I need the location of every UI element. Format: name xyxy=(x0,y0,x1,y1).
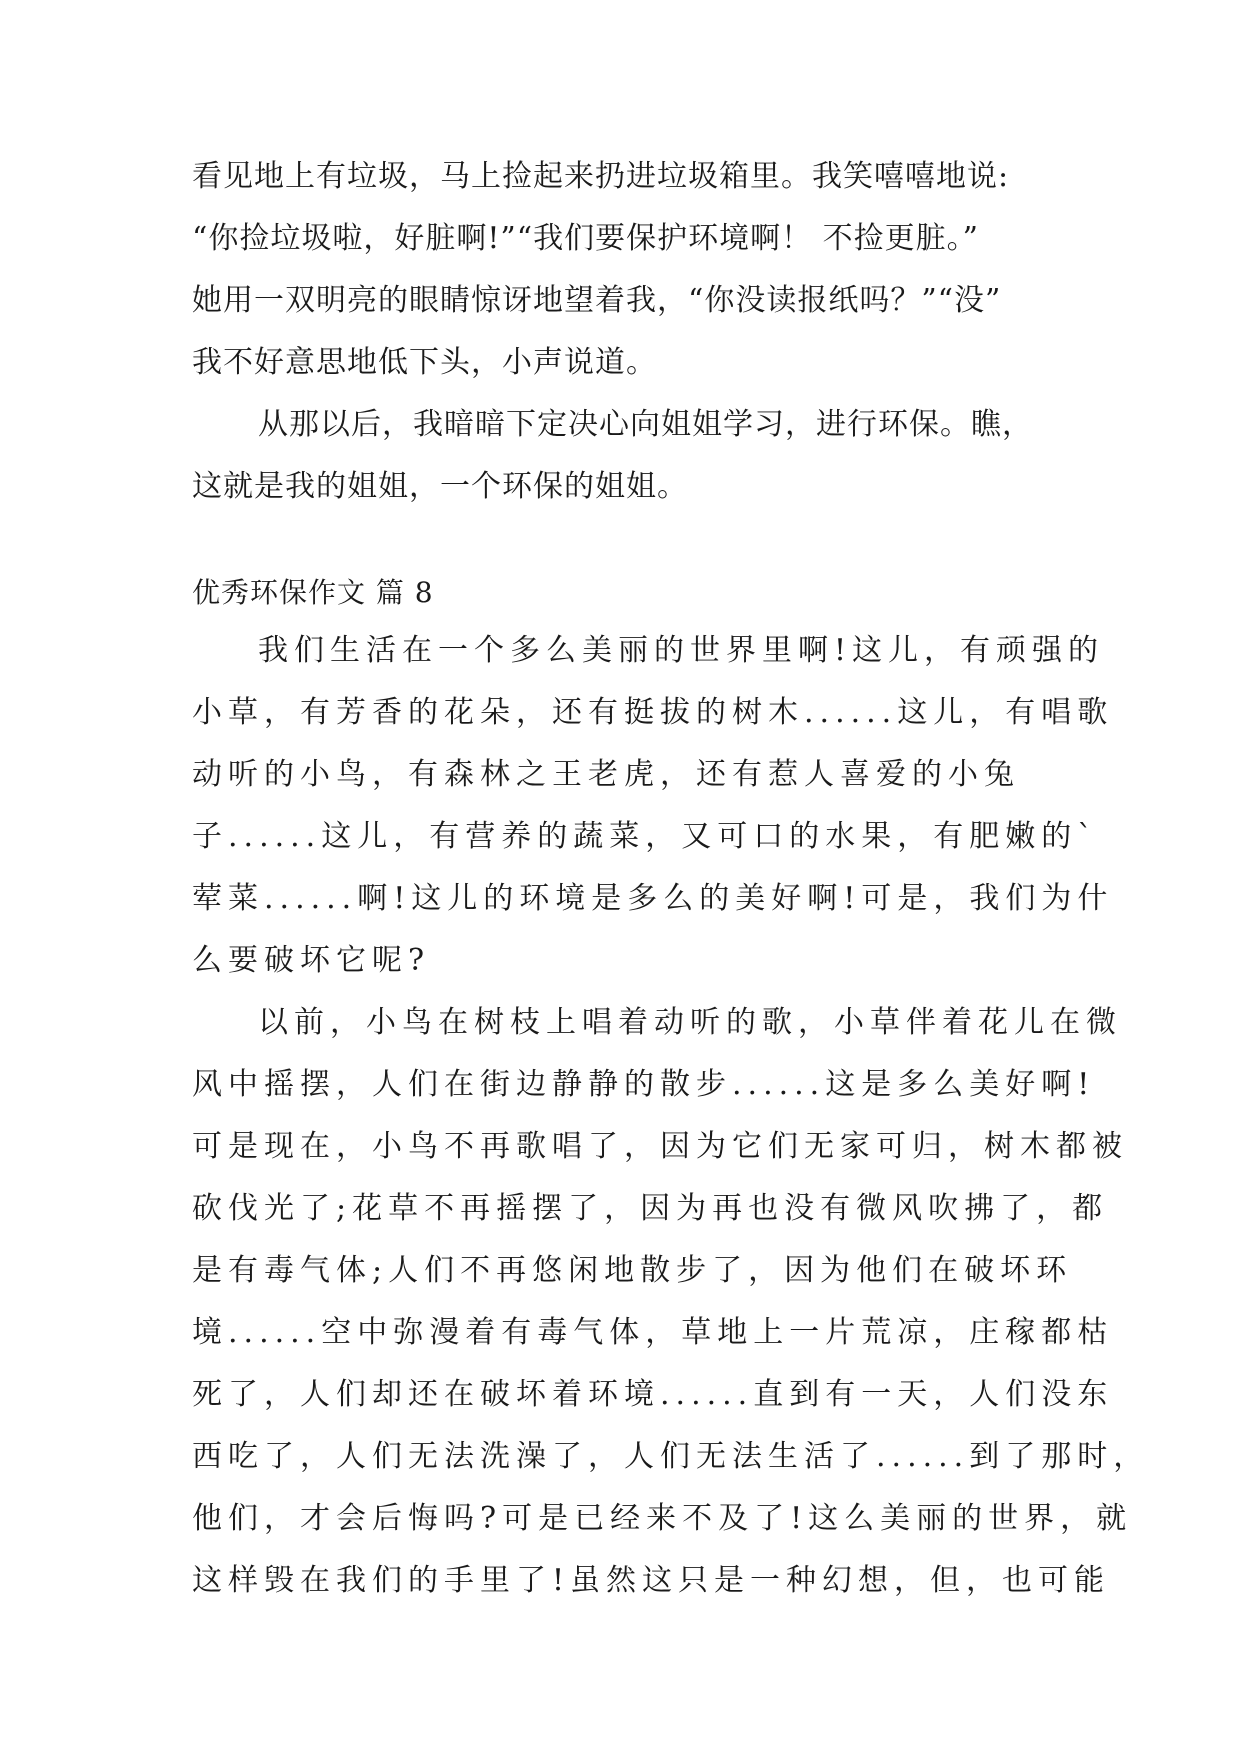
text-line: 风中摇摆，人们在街边静静的散步......这是多么美好啊! xyxy=(192,1067,1096,1102)
paragraph-2 xyxy=(192,992,1150,1612)
text-line: “你捡垃圾啦，好脏啊!”“我们要保护环境啊！ 不捡更脏。” xyxy=(192,221,979,256)
text-line: 从那以后，我暗暗下定决心向姐姐学习，进行环保。瞧， xyxy=(258,407,1033,442)
text-line: 我不好意思地低下头，小声说道。 xyxy=(192,345,657,380)
text-line: 动听的小鸟，有森林之王老虎，还有惹人喜爱的小兔 xyxy=(192,757,1020,792)
text-line: 看见地上有垃圾，马上捡起来扔进垃圾箱里。我笑嘻嘻地说: xyxy=(192,159,1010,194)
text-line: 境......空中弥漫着有毒气体，草地上一片荒凉，庄稼都枯 xyxy=(192,1315,1114,1350)
section-title: 优秀环保作文 篇 8 xyxy=(192,576,434,609)
text-line: 这样毁在我们的手里了!虽然这只是一种幻想，但，也可能 xyxy=(192,1563,1111,1598)
text-line: 西吃了，人们无法洗澡了，人们无法生活了......到了那时， xyxy=(192,1439,1150,1474)
text-line: 可是现在，小鸟不再歌唱了，因为它们无家可归，树木都被 xyxy=(192,1129,1128,1164)
conclusion-paragraph xyxy=(192,394,1052,518)
intro-paragraph xyxy=(192,146,1052,394)
text-line: 荤菜......啊!这儿的环境是多么的美好啊!可是，我们为什 xyxy=(192,881,1114,916)
text-line: 以前，小鸟在树枝上唱着动听的歌，小草伴着花儿在微 xyxy=(258,1005,1122,1040)
text-line: 死了，人们却还在破坏着环境......直到有一天，人们没东 xyxy=(192,1377,1114,1412)
text-line: 她用一双明亮的眼睛惊讶地望着我，“你没读报纸吗？”“没” xyxy=(192,283,1002,318)
text-line: 子......这儿，有营养的蔬菜，又可口的水果，有肥嫩的` xyxy=(192,819,1099,854)
text-line: 么要破坏它呢? xyxy=(192,943,431,978)
text-line: 小草，有芳香的花朵，还有挺拔的树木......这儿，有唱歌 xyxy=(192,695,1114,730)
paragraph-1 xyxy=(192,620,1114,992)
section-heading-block xyxy=(192,562,1052,624)
text-line: 他们，才会后悔吗?可是已经来不及了!这么美丽的世界，就 xyxy=(192,1501,1133,1536)
text-line: 这就是我的姐姐，一个环保的姐姐。 xyxy=(192,469,688,504)
text-line: 是有毒气体;人们不再悠闲地散步了，因为他们在破坏环 xyxy=(192,1253,1073,1288)
text-line: 我们生活在一个多么美丽的世界里啊!这儿，有顽强的 xyxy=(258,633,1105,668)
text-line: 砍伐光了;花草不再摇摆了，因为再也没有微风吹拂了，都 xyxy=(192,1191,1109,1226)
